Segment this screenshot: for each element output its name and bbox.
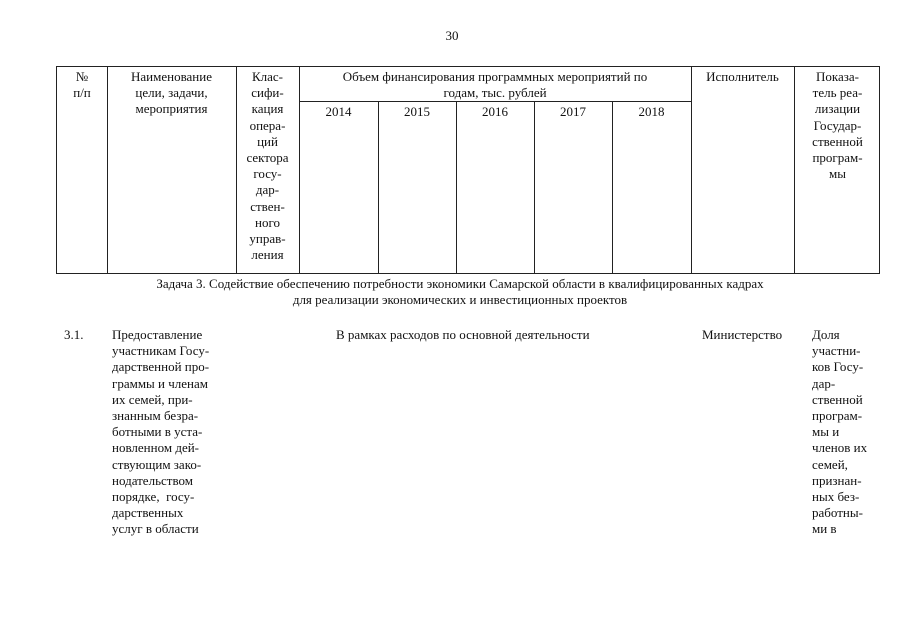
header-executor: Исполнитель: [706, 69, 779, 84]
column-divider: [691, 67, 692, 273]
row-funding: В рамках расходов по основной деятельности: [336, 327, 590, 342]
header-year-2014: 2014: [325, 104, 352, 119]
header-year-2016: 2016: [482, 104, 508, 119]
header-classification: Клас- сифи- кация опера- ций сектора госу- дар- ствен- ного управ- ления: [246, 69, 289, 263]
header-funding-title: Объем финансирования программных мероприятий по годам, тыс. рублей: [342, 69, 648, 101]
row-number: 3.1.: [64, 327, 84, 342]
row-indicator: Доля участни- ков Госу- дар- ственной програм- мы и членов их семей, признан- ных без- работны- ми в: [812, 327, 868, 537]
header-year-2018: 2018: [638, 104, 665, 119]
header-indicator: Показа- тель реа- лизации Государ- ственной програм- мы: [812, 69, 863, 182]
header-year-2015: 2015: [404, 104, 430, 119]
row-executor: Министерство: [702, 327, 783, 342]
page-number: 30: [445, 28, 459, 43]
row-name: Предоставление участникам Госу- дарственной про- граммы и членам их семей, при- знанным безра- ботными в уста- новленном дей- ствующим зако- нодательством порядке, госу- дарственных услуг в области: [112, 327, 210, 537]
header-year-2017: 2017: [560, 104, 586, 119]
column-divider: [534, 101, 535, 273]
column-divider: [378, 101, 379, 273]
column-divider: [456, 101, 457, 273]
header-name: Наименование цели, задачи, мероприятия: [131, 69, 212, 117]
column-divider: [612, 101, 613, 273]
program-table-header: [56, 66, 880, 274]
header-number: № п/п: [73, 69, 91, 101]
task-heading: Задача 3. Содействие обеспечению потребности экономики Самарской области в квалифицированных кадрах для реализации экономических и инвестиционных проектов: [156, 276, 764, 307]
